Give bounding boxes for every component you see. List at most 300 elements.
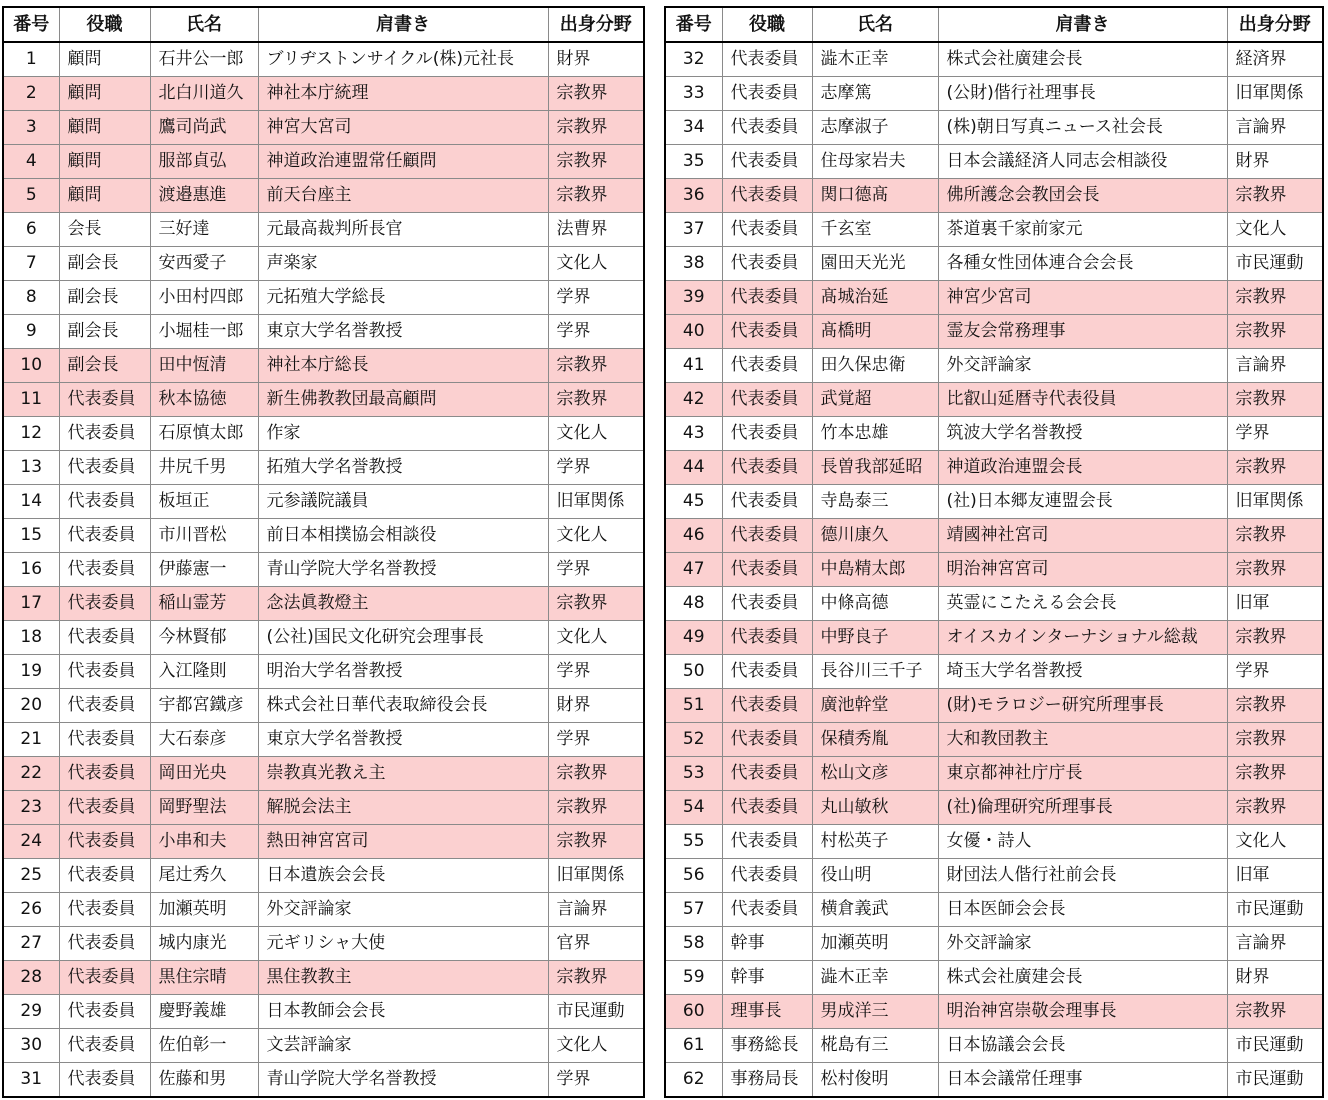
cell-role: 顧問 [59,42,150,77]
cell-field: 市民運動 [1227,1029,1323,1063]
cell-name: 板垣正 [150,485,258,519]
cell-field: 言論界 [548,893,644,927]
table-row [3,213,644,247]
cell-title: 日本協議会会長 [938,1029,1227,1063]
cell-field: 宗教界 [1227,621,1323,655]
table-row [3,961,644,995]
cell-title: 比叡山延暦寺代表役員 [938,383,1227,417]
cell-title: 解脱会法主 [258,791,548,825]
cell-title: 前日本相撲協会相談役 [258,519,548,553]
table-row [3,791,644,825]
cell-role: 代表委員 [722,349,812,383]
cell-name: 市川晋松 [150,519,258,553]
cell-name: 中野良子 [812,621,938,655]
cell-field: 市民運動 [1227,247,1323,281]
table-row [665,655,1323,689]
cell-title: 作家 [258,417,548,451]
table-row [665,689,1323,723]
cell-number: 16 [3,553,59,587]
cell-field: 宗教界 [548,825,644,859]
cell-title: (公財)偕行社理事長 [938,77,1227,111]
table-row [3,859,644,893]
table-row [3,179,644,213]
cell-field: 学界 [548,315,644,349]
cell-field: 宗教界 [548,179,644,213]
cell-role: 代表委員 [59,621,150,655]
cell-field: 言論界 [1227,111,1323,145]
cell-number: 34 [665,111,722,145]
cell-field: 宗教界 [1227,315,1323,349]
cell-number: 44 [665,451,722,485]
cell-field: 言論界 [1227,349,1323,383]
cell-role: 代表委員 [722,111,812,145]
cell-role: 代表委員 [59,655,150,689]
cell-title: 筑波大学名誉教授 [938,417,1227,451]
cell-field: 市民運動 [1227,1063,1323,1098]
cell-role: 事務総長 [722,1029,812,1063]
member-table-left [2,6,645,1098]
cell-name: 松村俊明 [812,1063,938,1098]
cell-name: 秋本協徳 [150,383,258,417]
cell-role: 代表委員 [722,655,812,689]
cell-number: 22 [3,757,59,791]
cell-title: 明治神宮崇敬会理事長 [938,995,1227,1029]
cell-name: 松山文彦 [812,757,938,791]
cell-field: 経済界 [1227,42,1323,77]
cell-role: 代表委員 [722,247,812,281]
cell-number: 57 [665,893,722,927]
cell-number: 15 [3,519,59,553]
cell-title: 明治大学名誉教授 [258,655,548,689]
cell-name: 寺島泰三 [812,485,938,519]
header-field: 出身分野 [1227,7,1323,42]
cell-number: 42 [665,383,722,417]
cell-field: 財界 [1227,961,1323,995]
table-row [3,42,644,77]
cell-name: 石原慎太郎 [150,417,258,451]
cell-field: 市民運動 [548,995,644,1029]
cell-name: 黒住宗晴 [150,961,258,995]
cell-role: 代表委員 [722,621,812,655]
cell-field: 宗教界 [1227,281,1323,315]
cell-title: 各種女性団体連合会会長 [938,247,1227,281]
cell-number: 54 [665,791,722,825]
cell-number: 56 [665,859,722,893]
cell-role: 代表委員 [59,791,150,825]
cell-title: 元最高裁判所長官 [258,213,548,247]
cell-number: 41 [665,349,722,383]
cell-title: 外交評論家 [258,893,548,927]
cell-field: 宗教界 [1227,723,1323,757]
cell-field: 学界 [548,553,644,587]
cell-number: 33 [665,77,722,111]
cell-role: 副会長 [59,247,150,281]
table-row [665,723,1323,757]
table-row [665,485,1323,519]
cell-number: 18 [3,621,59,655]
cell-role: 代表委員 [59,1063,150,1098]
cell-name: 小串和夫 [150,825,258,859]
table-row [665,621,1323,655]
cell-field: 財界 [548,689,644,723]
cell-field: 学界 [548,1063,644,1098]
cell-role: 代表委員 [59,893,150,927]
cell-number: 26 [3,893,59,927]
cell-number: 7 [3,247,59,281]
header-row [3,7,644,42]
cell-number: 17 [3,587,59,621]
cell-title: オイスカインターナショナル総裁 [938,621,1227,655]
cell-name: 千玄室 [812,213,938,247]
cell-role: 代表委員 [722,485,812,519]
cell-name: 城内康光 [150,927,258,961]
cell-role: 代表委員 [59,485,150,519]
cell-title: (公社)国民文化研究会理事長 [258,621,548,655]
cell-number: 14 [3,485,59,519]
cell-number: 24 [3,825,59,859]
cell-title: 黒住教教主 [258,961,548,995]
cell-field: 宗教界 [1227,451,1323,485]
cell-number: 3 [3,111,59,145]
cell-name: 竹本忠雄 [812,417,938,451]
cell-name: 服部貞弘 [150,145,258,179]
cell-number: 6 [3,213,59,247]
table-row [3,519,644,553]
cell-name: 安西愛子 [150,247,258,281]
cell-number: 25 [3,859,59,893]
cell-number: 9 [3,315,59,349]
cell-number: 20 [3,689,59,723]
cell-name: 長曽我部延昭 [812,451,938,485]
cell-field: 文化人 [548,519,644,553]
cell-role: 代表委員 [722,213,812,247]
header-name: 氏名 [150,7,258,42]
cell-field: 宗教界 [1227,757,1323,791]
table-row [3,757,644,791]
cell-name: 尾辻秀久 [150,859,258,893]
cell-title: 株式会社廣建会長 [938,42,1227,77]
cell-role: 代表委員 [722,689,812,723]
table-row [665,315,1323,349]
cell-name: 加瀬英明 [150,893,258,927]
cell-number: 31 [3,1063,59,1098]
cell-field: 宗教界 [548,145,644,179]
cell-field: 官界 [548,927,644,961]
cell-number: 46 [665,519,722,553]
cell-field: 宗教界 [1227,519,1323,553]
cell-name: 田久保忠衛 [812,349,938,383]
cell-field: 学界 [548,655,644,689]
table-row [665,893,1323,927]
cell-role: 代表委員 [722,42,812,77]
header-name: 氏名 [812,7,938,42]
cell-role: 顧問 [59,111,150,145]
cell-role: 代表委員 [722,179,812,213]
cell-field: 文化人 [548,1029,644,1063]
cell-field: 宗教界 [548,757,644,791]
cell-title: 茶道裏千家前家元 [938,213,1227,247]
cell-field: 財界 [548,42,644,77]
cell-role: 事務局長 [722,1063,812,1098]
cell-title: 東京大学名誉教授 [258,723,548,757]
cell-field: 旧軍関係 [1227,485,1323,519]
cell-role: 副会長 [59,349,150,383]
cell-name: 三好達 [150,213,258,247]
table-row [3,655,644,689]
cell-role: 代表委員 [59,553,150,587]
cell-title: 声楽家 [258,247,548,281]
header-number: 番号 [3,7,59,42]
cell-name: 長谷川三千子 [812,655,938,689]
cell-name: 澁木正幸 [812,42,938,77]
header-field: 出身分野 [548,7,644,42]
table-row [3,825,644,859]
cell-title: 日本遺族会会長 [258,859,548,893]
cell-name: 横倉義武 [812,893,938,927]
cell-title: 財団法人偕行社前会長 [938,859,1227,893]
cell-title: 霊友会常務理事 [938,315,1227,349]
table-row [665,281,1323,315]
table-row [665,417,1323,451]
cell-name: 岡野聖法 [150,791,258,825]
cell-title: 神宮大宮司 [258,111,548,145]
cell-role: 代表委員 [59,723,150,757]
cell-number: 28 [3,961,59,995]
cell-name: 井尻千男 [150,451,258,485]
header-number: 番号 [665,7,722,42]
table-row [665,757,1323,791]
table-row [665,553,1323,587]
cell-field: 宗教界 [1227,689,1323,723]
cell-number: 12 [3,417,59,451]
cell-field: 旧軍関係 [1227,77,1323,111]
table-row [3,145,644,179]
cell-role: 代表委員 [722,825,812,859]
cell-number: 39 [665,281,722,315]
cell-number: 32 [665,42,722,77]
cell-role: 代表委員 [59,519,150,553]
cell-field: 宗教界 [548,587,644,621]
cell-field: 宗教界 [548,961,644,995]
cell-field: 宗教界 [1227,179,1323,213]
cell-field: 財界 [1227,145,1323,179]
cell-name: 住母家岩夫 [812,145,938,179]
cell-field: 学界 [1227,655,1323,689]
cell-role: 代表委員 [59,927,150,961]
cell-role: 代表委員 [59,689,150,723]
cell-field: 学界 [548,281,644,315]
table-row [3,553,644,587]
cell-role: 代表委員 [722,315,812,349]
cell-role: 代表委員 [59,1029,150,1063]
cell-name: 村松英子 [812,825,938,859]
cell-number: 40 [665,315,722,349]
header-row [665,7,1323,42]
cell-number: 53 [665,757,722,791]
cell-title: 靖國神社宮司 [938,519,1227,553]
cell-name: 男成洋三 [812,995,938,1029]
cell-name: 志摩淑子 [812,111,938,145]
cell-title: 念法眞教燈主 [258,587,548,621]
cell-name: 中條高德 [812,587,938,621]
cell-role: 代表委員 [59,417,150,451]
cell-role: 代表委員 [59,383,150,417]
header-title: 肩書き [938,7,1227,42]
table-row [3,111,644,145]
table-row [665,145,1323,179]
table-row [665,1063,1323,1098]
cell-name: 廣池幹堂 [812,689,938,723]
cell-number: 36 [665,179,722,213]
cell-number: 2 [3,77,59,111]
cell-name: 髙橋明 [812,315,938,349]
cell-title: (株)朝日写真ニュース社会長 [938,111,1227,145]
cell-field: 宗教界 [1227,791,1323,825]
cell-role: 代表委員 [722,145,812,179]
cell-field: 宗教界 [1227,995,1323,1029]
cell-title: 青山学院大学名誉教授 [258,553,548,587]
cell-name: 丸山敏秋 [812,791,938,825]
cell-number: 23 [3,791,59,825]
cell-role: 代表委員 [59,859,150,893]
cell-number: 11 [3,383,59,417]
cell-field: 文化人 [1227,825,1323,859]
table-row [665,587,1323,621]
cell-title: 前天台座主 [258,179,548,213]
cell-role: 代表委員 [59,995,150,1029]
table-row [3,927,644,961]
cell-title: 神宮少宮司 [938,281,1227,315]
cell-number: 51 [665,689,722,723]
table-row [665,995,1323,1029]
cell-number: 52 [665,723,722,757]
cell-title: 明治神宮宮司 [938,553,1227,587]
cell-number: 55 [665,825,722,859]
cell-name: 小堀桂一郎 [150,315,258,349]
cell-title: 熱田神宮宮司 [258,825,548,859]
cell-field: 宗教界 [548,349,644,383]
cell-name: 德川康久 [812,519,938,553]
cell-number: 61 [665,1029,722,1063]
cell-field: 学界 [548,451,644,485]
table-row [3,893,644,927]
cell-title: 日本教師会会長 [258,995,548,1029]
cell-name: 髙城治延 [812,281,938,315]
cell-name: 田中恆清 [150,349,258,383]
cell-number: 13 [3,451,59,485]
cell-number: 43 [665,417,722,451]
cell-name: 中島精太郎 [812,553,938,587]
table-row [665,383,1323,417]
cell-title: 女優・詩人 [938,825,1227,859]
cell-name: 伊藤憲一 [150,553,258,587]
cell-role: 代表委員 [59,451,150,485]
cell-title: 埼玉大学名誉教授 [938,655,1227,689]
cell-role: 会長 [59,213,150,247]
cell-role: 代表委員 [59,825,150,859]
cell-number: 8 [3,281,59,315]
cell-role: 代表委員 [722,383,812,417]
table-row [665,213,1323,247]
cell-title: ブリヂストンサイクル(株)元社長 [258,42,548,77]
cell-role: 代表委員 [722,893,812,927]
cell-role: 代表委員 [722,723,812,757]
cell-number: 59 [665,961,722,995]
cell-role: 代表委員 [722,587,812,621]
cell-number: 38 [665,247,722,281]
table-row [665,247,1323,281]
cell-number: 27 [3,927,59,961]
cell-title: 元参議院議員 [258,485,548,519]
cell-title: 外交評論家 [938,349,1227,383]
cell-title: 拓殖大学名誉教授 [258,451,548,485]
cell-field: 旧軍 [1227,859,1323,893]
cell-name: 佐伯彰一 [150,1029,258,1063]
cell-role: 代表委員 [722,519,812,553]
cell-title: (社)日本郷友連盟会長 [938,485,1227,519]
table-row [3,349,644,383]
cell-role: 顧問 [59,77,150,111]
cell-title: 日本医師会会長 [938,893,1227,927]
cell-title: 神道政治連盟会長 [938,451,1227,485]
cell-name: 小田村四郎 [150,281,258,315]
header-role: 役職 [722,7,812,42]
table-row [3,485,644,519]
table-row [3,689,644,723]
cell-field: 文化人 [548,621,644,655]
cell-role: 代表委員 [722,791,812,825]
table-row [3,723,644,757]
table-row [665,451,1323,485]
cell-title: (社)倫理研究所理事長 [938,791,1227,825]
cell-number: 45 [665,485,722,519]
cell-title: 株式会社廣建会長 [938,961,1227,995]
cell-title: 大和教団教主 [938,723,1227,757]
cell-role: 代表委員 [722,281,812,315]
cell-title: 英霊にこたえる会会長 [938,587,1227,621]
table-row [665,77,1323,111]
cell-field: 学界 [1227,417,1323,451]
cell-field: 言論界 [1227,927,1323,961]
cell-title: 神社本庁統理 [258,77,548,111]
cell-field: 文化人 [1227,213,1323,247]
cell-title: 神社本庁総長 [258,349,548,383]
cell-field: 文化人 [548,247,644,281]
cell-name: 渡邉惠進 [150,179,258,213]
table-row [3,77,644,111]
cell-title: 日本会議経済人同志会相談役 [938,145,1227,179]
table-row [665,42,1323,77]
cell-name: 武覚超 [812,383,938,417]
table-row [3,587,644,621]
cell-title: 日本会議常任理事 [938,1063,1227,1098]
cell-name: 稲山霊芳 [150,587,258,621]
cell-number: 10 [3,349,59,383]
cell-field: 学界 [548,723,644,757]
table-row [3,451,644,485]
cell-field: 文化人 [548,417,644,451]
cell-role: 顧問 [59,145,150,179]
cell-number: 47 [665,553,722,587]
header-role: 役職 [59,7,150,42]
cell-field: 旧軍関係 [548,859,644,893]
cell-title: 新生佛教教団最高顧問 [258,383,548,417]
cell-role: 代表委員 [722,553,812,587]
cell-name: 椛島有三 [812,1029,938,1063]
cell-number: 50 [665,655,722,689]
table-row [3,1029,644,1063]
cell-field: 法曹界 [548,213,644,247]
